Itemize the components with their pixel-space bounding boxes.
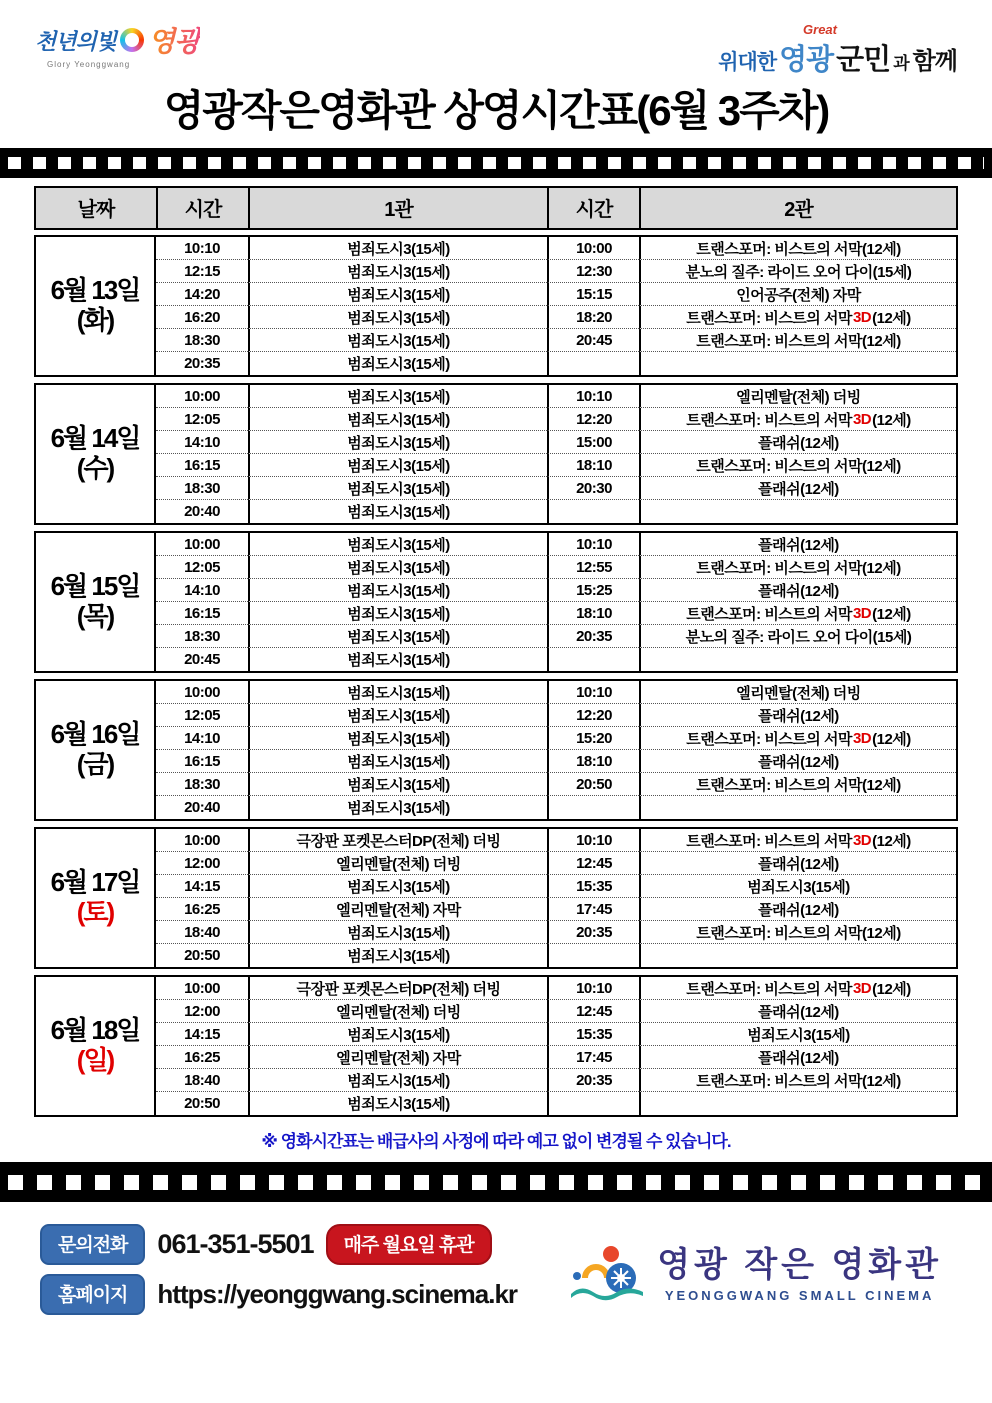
screen2-time-cell: 18:10: [547, 454, 639, 477]
screen1-time-cell: 12:00: [156, 1000, 248, 1023]
screen1-movie-cell: 범죄도시3(15세): [248, 237, 547, 260]
screen1-movie-cell: 범죄도시3(15세): [248, 1069, 547, 1092]
screen1-time-cell: 20:35: [184, 355, 220, 372]
screen2-movie-cell: 트랜스포머: 비스트의 서막 3D (12세): [639, 727, 956, 750]
screen1-time-cell: 16:25: [156, 1046, 248, 1069]
header-time-1: 시간: [156, 188, 248, 228]
screen1-time-cell: 16:25: [156, 898, 248, 921]
screen2-movie-cell: 트랜스포머: 비스트의 서막(12세): [639, 1069, 956, 1092]
screen1-movie-cell: 극장판 포켓몬스터DP(전체) 더빙: [248, 977, 547, 1000]
screen2-time-cell: 20:35: [547, 625, 639, 648]
screen2-time-cell: 10:10: [547, 385, 639, 408]
homepage-url: https://yeonggwang.scinema.kr: [157, 1279, 518, 1309]
format-3d-label: 3D: [852, 729, 872, 747]
day-blocks-container: [34, 235, 958, 1117]
closed-day-badge: 매주 월요일 휴관: [326, 1224, 492, 1265]
screen1-time-cell: 12:05: [156, 704, 248, 727]
screen1-time-cell: 10:00: [156, 681, 248, 704]
screen1-movie-cell: 범죄도시3(15세): [248, 408, 547, 431]
county-logo-text-top: 천년의빛: [35, 28, 117, 54]
homepage-label-badge: 홈페이지: [40, 1274, 145, 1315]
contact-info: [40, 1224, 517, 1315]
screen1-time-cell: 16:15: [156, 602, 248, 625]
screen1-time-cell: 20:45: [184, 651, 220, 668]
screen2-movie-cell: 플래쉬(12세): [639, 1046, 956, 1069]
screen2-movie-cell: [639, 796, 956, 819]
screen2-time-cell: 12:45: [547, 1000, 639, 1023]
screen1-movie-cell: 범죄도시3(15세): [248, 625, 547, 648]
date-text: 6월 18일: [50, 1015, 140, 1046]
screen2-time-cell: 12:20: [547, 704, 639, 727]
screen1-movie-cell: 범죄도시3(15세): [248, 875, 547, 898]
screen1-movie-cell: 범죄도시3(15세): [248, 921, 547, 944]
date-cell: [36, 681, 156, 819]
screen1-time-cell: 18:30: [156, 477, 248, 500]
screen1-time-cell: 20:50: [184, 947, 220, 964]
screen1-movie-cell: 범죄도시3(15세): [248, 500, 547, 523]
yeonggwang-county-logo: [35, 20, 200, 69]
screen1-movie-cell: 범죄도시3(15세): [248, 329, 547, 352]
screen1-movie-cell: 범죄도시3(15세): [248, 796, 547, 819]
date-text: 6월 15일: [50, 571, 140, 602]
homepage-row: [40, 1274, 517, 1315]
format-3d-label: 3D: [852, 410, 872, 428]
screen1-time-cell: 16:15: [156, 454, 248, 477]
schedule-table: [34, 186, 958, 1117]
slogan-part1: 위대한: [718, 51, 777, 74]
screen2-movie-cell: [639, 944, 956, 967]
date-cell: [36, 385, 156, 523]
county-slogan-logo: [718, 20, 957, 78]
date-text: 6월 17일: [50, 867, 140, 898]
screen1-movie-cell: 범죄도시3(15세): [248, 579, 547, 602]
screen2-movie-cell: 트랜스포머: 비스트의 서막(12세): [639, 454, 956, 477]
day-block: [34, 383, 958, 525]
screen2-movie-cell: 엘리멘탈(전체) 더빙: [639, 681, 956, 704]
slogan-part3: 군민: [836, 44, 891, 76]
screen2-movie-cell: [639, 500, 956, 523]
screen1-movie-cell: 극장판 포켓몬스터DP(전체) 더빙: [248, 829, 547, 852]
date-cell: [36, 237, 156, 375]
phone-label-badge: 문의전화: [40, 1224, 145, 1265]
format-3d-label: 3D: [852, 979, 872, 997]
screen1-time-cell: 10:00: [156, 829, 248, 852]
screen1-time-cell: 20:40: [184, 799, 220, 816]
screen2-movie-cell: 트랜스포머: 비스트의 서막(12세): [639, 329, 956, 352]
screen1-movie-cell: 범죄도시3(15세): [248, 602, 547, 625]
screen1-movie-cell: 범죄도시3(15세): [248, 477, 547, 500]
slogan-part2: 영광: [779, 44, 834, 76]
screen2-movie-cell: 플래쉬(12세): [639, 704, 956, 727]
screen2-movie-cell: 트랜스포머: 비스트의 서막 3D (12세): [639, 829, 956, 852]
screen2-movie-cell: 범죄도시3(15세): [639, 1023, 956, 1046]
screen1-movie-cell: 범죄도시3(15세): [248, 533, 547, 556]
screen2-movie-cell: 트랜스포머: 비스트의 서막(12세): [639, 773, 956, 796]
screen1-movie-cell: 범죄도시3(15세): [248, 1023, 547, 1046]
screen1-movie-cell: 엘리멘탈(전체) 더빙: [248, 852, 547, 875]
screen1-time-cell: 10:00: [156, 977, 248, 1000]
screen1-movie-cell: 범죄도시3(15세): [248, 750, 547, 773]
screen2-movie-cell: 트랜스포머: 비스트의 서막 3D (12세): [639, 408, 956, 431]
screen2-time-cell: 17:45: [547, 1046, 639, 1069]
screen2-time-cell: [547, 500, 639, 523]
filmstrip-holes: [8, 157, 984, 169]
footer: [0, 1202, 992, 1315]
filmstrip-holes: [8, 1175, 984, 1190]
screen2-time-cell: 18:10: [547, 750, 639, 773]
format-3d-label: 3D: [852, 308, 872, 326]
screen2-time-cell: 10:10: [547, 977, 639, 1000]
cinema-name-korean: 영광 작은 영화관: [657, 1245, 942, 1284]
cinema-logo-text: [657, 1237, 942, 1303]
schedule-change-note: ※ 영화시간표는 배급사의 사정에 따라 예고 없이 변경될 수 있습니다.: [261, 1132, 731, 1151]
weekday-text: (목): [76, 601, 114, 631]
screen1-time-cell: 18:40: [156, 921, 248, 944]
day-block: [34, 679, 958, 821]
screen2-movie-cell: 범죄도시3(15세): [639, 875, 956, 898]
screen1-movie-cell: 범죄도시3(15세): [248, 352, 547, 375]
screen1-movie-cell: 엘리멘탈(전체) 더빙: [248, 1000, 547, 1023]
screen2-time-cell: 15:25: [547, 579, 639, 602]
weekday-text: (일): [76, 1045, 114, 1075]
screen1-time-cell: 14:15: [156, 1023, 248, 1046]
screen1-movie-cell: 범죄도시3(15세): [248, 1092, 547, 1115]
date-text: 6월 14일: [50, 423, 140, 454]
screen2-movie-cell: [639, 648, 956, 671]
screen1-movie-cell: 범죄도시3(15세): [248, 944, 547, 967]
screen2-movie-cell: 트랜스포머: 비스트의 서막(12세): [639, 921, 956, 944]
screen2-movie-cell: 플래쉬(12세): [639, 533, 956, 556]
screen1-time-cell: 16:15: [156, 750, 248, 773]
screen2-time-cell: 20:45: [547, 329, 639, 352]
slogan-part5: 함께: [912, 48, 957, 75]
phone-row: [40, 1224, 517, 1265]
header-screen-1: 1관: [248, 188, 547, 228]
filmstrip-border-bottom: [0, 1162, 992, 1202]
phone-number: 061-351-5501: [157, 1229, 314, 1259]
screen2-time-cell: 18:10: [547, 602, 639, 625]
screen2-movie-cell: 트랜스포머: 비스트의 서막 3D (12세): [639, 977, 956, 1000]
screen1-movie-cell: 범죄도시3(15세): [248, 648, 547, 671]
screen2-time-cell: 12:55: [547, 556, 639, 579]
filmstrip-border-top: [0, 148, 992, 178]
screen2-time-cell: 10:00: [547, 237, 639, 260]
screen2-time-cell: [547, 796, 639, 819]
page-title: 영광작은영화관 상영시간표(6월 3주차): [163, 87, 829, 134]
screen1-time-cell: 20:50: [184, 1095, 220, 1112]
screen2-movie-cell: [639, 352, 956, 375]
screen2-time-cell: 10:10: [547, 829, 639, 852]
screen2-movie-cell: 트랜스포머: 비스트의 서막(12세): [639, 556, 956, 579]
screen2-time-cell: 10:10: [547, 533, 639, 556]
date-text: 6월 13일: [50, 275, 140, 306]
screen1-time-cell: 10:00: [156, 533, 248, 556]
screen2-time-cell: [547, 1092, 639, 1115]
screen1-movie-cell: 범죄도시3(15세): [248, 773, 547, 796]
screen2-time-cell: 20:35: [547, 1069, 639, 1092]
screen2-time-cell: 20:30: [547, 477, 639, 500]
screen1-movie-cell: 범죄도시3(15세): [248, 260, 547, 283]
screen1-time-cell: 14:10: [156, 727, 248, 750]
screen1-time-cell: 14:10: [156, 579, 248, 602]
screen1-movie-cell: 범죄도시3(15세): [248, 385, 547, 408]
screen2-time-cell: 20:50: [547, 773, 639, 796]
screen2-time-cell: 20:35: [547, 921, 639, 944]
screen2-time-cell: 15:20: [547, 727, 639, 750]
screen1-time-cell: 14:20: [156, 283, 248, 306]
slogan-great-text: Great: [803, 22, 837, 37]
cinema-logo: [569, 1237, 952, 1303]
screen1-movie-cell: 범죄도시3(15세): [248, 727, 547, 750]
county-logo-subtitle: Glory Yeonggwang: [47, 60, 131, 69]
table-header-row: [34, 186, 958, 230]
weekday-text: (수): [76, 453, 114, 483]
screen2-movie-cell: 트랜스포머: 비스트의 서막 3D (12세): [639, 602, 956, 625]
screen1-time-cell: 18:40: [156, 1069, 248, 1092]
screen2-time-cell: 15:35: [547, 1023, 639, 1046]
screen2-movie-cell: 플래쉬(12세): [639, 898, 956, 921]
screen2-movie-cell: 플래쉬(12세): [639, 1000, 956, 1023]
screen1-time-cell: 18:30: [156, 329, 248, 352]
date-cell: [36, 829, 156, 967]
screen1-movie-cell: 범죄도시3(15세): [248, 704, 547, 727]
screen2-movie-cell: 플래쉬(12세): [639, 750, 956, 773]
weekday-text: (토): [76, 897, 114, 927]
screen1-movie-cell: 범죄도시3(15세): [248, 431, 547, 454]
screen1-time-cell: 12:15: [156, 260, 248, 283]
screen2-time-cell: 10:10: [547, 681, 639, 704]
screen1-time-cell: 10:00: [156, 385, 248, 408]
screen2-movie-cell: 분노의 질주: 라이드 오어 다이(15세): [639, 260, 956, 283]
screen1-time-cell: 16:20: [156, 306, 248, 329]
slogan-part4: 과: [893, 54, 910, 73]
screen2-movie-cell: 플래쉬(12세): [639, 852, 956, 875]
screen2-movie-cell: 플래쉬(12세): [639, 477, 956, 500]
screen1-time-cell: 18:30: [156, 773, 248, 796]
screen2-time-cell: 18:20: [547, 306, 639, 329]
screen2-time-cell: 12:30: [547, 260, 639, 283]
screen2-movie-cell: 엘리멘탈(전체) 더빙: [639, 385, 956, 408]
day-block: [34, 235, 958, 377]
screen1-movie-cell: 엘리멘탈(전체) 자막: [248, 898, 547, 921]
screen1-movie-cell: 범죄도시3(15세): [248, 681, 547, 704]
day-block: [34, 975, 958, 1117]
cinema-name-english: YEONGGWANG SMALL CINEMA: [664, 1287, 935, 1303]
screen2-movie-cell: 인어공주(전체) 자막: [639, 283, 956, 306]
cinema-logo-icon: [569, 1238, 647, 1302]
top-logo-row: [0, 0, 992, 76]
sun-icon: [120, 28, 144, 52]
day-block: [34, 531, 958, 673]
screen1-time-cell: 18:30: [156, 625, 248, 648]
screen2-time-cell: [547, 648, 639, 671]
screen1-time-cell: 20:40: [184, 503, 220, 520]
screen2-time-cell: 12:20: [547, 408, 639, 431]
format-3d-label: 3D: [852, 604, 872, 622]
header-screen-2: 2관: [639, 188, 956, 228]
screen2-movie-cell: 트랜스포머: 비스트의 서막(12세): [639, 237, 956, 260]
screen2-movie-cell: 플래쉬(12세): [639, 431, 956, 454]
screen2-movie-cell: 플래쉬(12세): [639, 579, 956, 602]
screen2-movie-cell: 분노의 질주: 라이드 오어 다이(15세): [639, 625, 956, 648]
date-cell: [36, 533, 156, 671]
screen1-time-cell: 12:00: [156, 852, 248, 875]
screen1-time-cell: 14:15: [156, 875, 248, 898]
header-date: 날짜: [36, 188, 156, 228]
screen2-movie-cell: 트랜스포머: 비스트의 서막 3D (12세): [639, 306, 956, 329]
screen2-time-cell: 15:35: [547, 875, 639, 898]
header-time-2: 시간: [547, 188, 639, 228]
screen2-time-cell: 15:15: [547, 283, 639, 306]
date-text: 6월 16일: [50, 719, 140, 750]
screen1-movie-cell: 범죄도시3(15세): [248, 556, 547, 579]
screen1-time-cell: 12:05: [156, 556, 248, 579]
screen2-time-cell: [547, 944, 639, 967]
format-3d-label: 3D: [852, 831, 872, 849]
screen2-time-cell: 17:45: [547, 898, 639, 921]
date-cell: [36, 977, 156, 1115]
screen2-time-cell: 12:45: [547, 852, 639, 875]
screen2-time-cell: 15:00: [547, 431, 639, 454]
screen1-movie-cell: 엘리멘탈(전체) 자막: [248, 1046, 547, 1069]
day-block: [34, 827, 958, 969]
screen1-time-cell: 10:10: [156, 237, 248, 260]
weekday-text: (금): [76, 749, 114, 779]
screen1-movie-cell: 범죄도시3(15세): [248, 454, 547, 477]
screen1-movie-cell: 범죄도시3(15세): [248, 306, 547, 329]
screen1-time-cell: 14:10: [156, 431, 248, 454]
county-logo-text-main: 영광: [148, 20, 200, 60]
screen2-time-cell: [547, 352, 639, 375]
screen1-movie-cell: 범죄도시3(15세): [248, 283, 547, 306]
screen1-time-cell: 12:05: [156, 408, 248, 431]
screen2-movie-cell: [639, 1092, 956, 1115]
weekday-text: (화): [76, 305, 114, 335]
